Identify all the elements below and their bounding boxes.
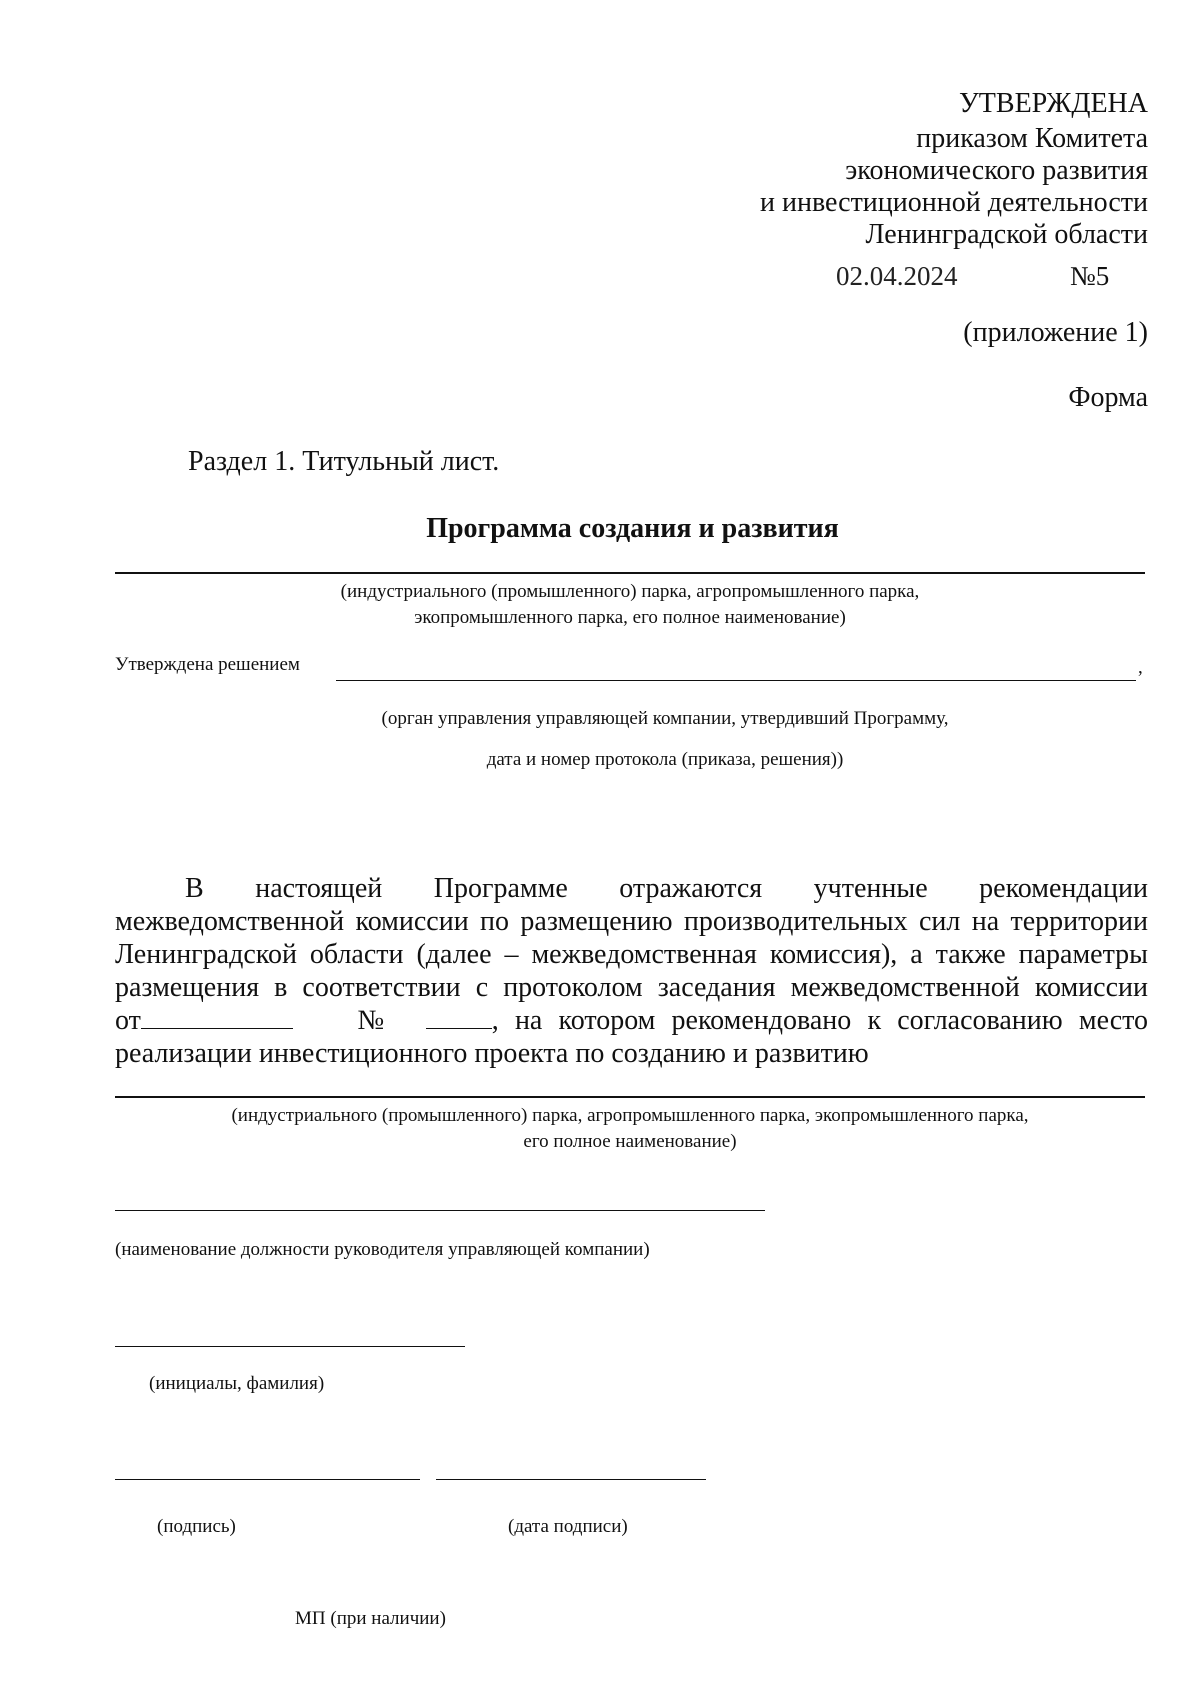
park-name-line [115,572,1145,574]
signature-date-line [436,1479,706,1480]
paragraph-line-6: реализации инвестиционного проекта по созданию и развитию [115,1038,869,1069]
appendix-label: (приложение 1) [963,317,1148,348]
form-label: Форма [1068,382,1148,413]
paragraph-line-5-rest: , на котором рекомендовано к согласованию место [491,1005,1149,1036]
park-name-hint-2: экопромышленного парка, его полное наименование) [414,607,846,628]
approval-line-1: приказом Комитета [916,123,1148,154]
approved-by-label: Утверждена решением [115,654,300,675]
body-paragraph [115,872,1148,1070]
park-name-line-2 [115,1096,1145,1098]
paragraph-line-3: Ленинградской области (далее – межведомственная комиссия), а также параметры [115,939,1148,970]
section-heading: Раздел 1. Титульный лист. [188,446,500,477]
paragraph-line-5 [115,1004,1148,1037]
position-hint: (наименование должности руководителя управляющей компании) [115,1239,650,1260]
signature-hint: (подпись) [157,1516,236,1537]
approved-by-hint-1: (орган управления управляющей компании, утвердивший Программу, [381,708,949,729]
approved-by-line [336,680,1136,681]
park-name-hint2-2: его полное наименование) [523,1131,737,1152]
approval-line-2: экономического развития [845,155,1148,186]
approved-by-comma: , [1138,657,1143,678]
signature-line [115,1479,420,1480]
signature-date-hint: (дата подписи) [508,1516,628,1537]
position-line [115,1210,765,1211]
approval-line-3: и инвестиционной деятельности [760,187,1148,218]
stamp-label: МП (при наличии) [295,1608,446,1629]
paragraph-line-4: размещения в соответствии с протоколом заседания межведомственной комиссии [115,972,1148,1003]
approval-date: 02.04.2024 [836,261,958,291]
initials-hint: (инициалы, фамилия) [149,1373,325,1394]
program-title: Программа создания и развития [426,513,839,544]
initials-line [115,1346,465,1347]
paragraph-number-sign: № [357,1005,394,1036]
paragraph-line-2: межведомственной комиссии по размещению производительных сил на территории [115,906,1148,937]
approved-by-hint-2: дата и номер протокола (приказа, решения)) [486,749,844,770]
paragraph-from: от [115,1005,141,1036]
paragraph-line-1: В настоящей Программе отражаются учтенные рекомендации [185,873,1148,904]
park-name-hint-1: (индустриального (промышленного) парка, агропромышленного парка, [340,581,920,602]
approval-line-4: Ленинградской области [865,219,1148,250]
approval-stamp-title: УТВЕРЖДЕНА [958,88,1148,119]
protocol-date-blank [141,1008,293,1029]
protocol-number-blank [426,1008,492,1029]
park-name-hint2-1: (индустриального (промышленного) парка, агропромышленного парка, экопромышленного парка, [231,1105,1029,1126]
approval-number: №5 [1070,261,1110,291]
